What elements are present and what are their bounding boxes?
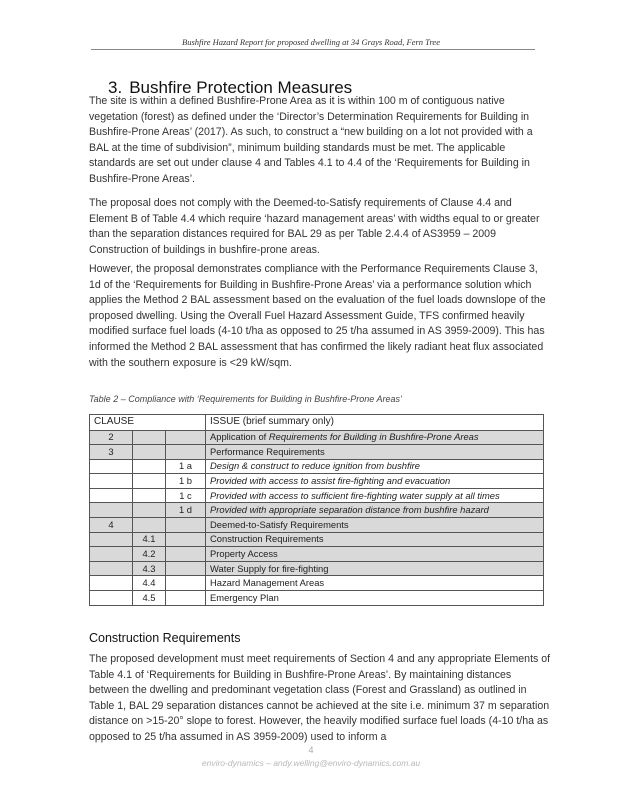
clause-cell (166, 576, 206, 591)
clause-cell (90, 488, 133, 503)
table-row (90, 547, 544, 562)
clause-cell (133, 474, 166, 489)
issue-cell (206, 547, 544, 562)
clause-cell: 4.3 (133, 561, 166, 576)
clause-cell (90, 474, 133, 489)
clause-cell: 1 b (166, 474, 206, 489)
issue-cell (206, 532, 544, 547)
section-number: 3. (108, 78, 123, 97)
table-row (90, 488, 544, 503)
paragraph-3: However, the proposal demonstrates compliance with the Performance Requirements Clause 3, 1d of the ‘Requirements for Building in Bushfire-Prone Areas’ via a performance solution which applies the Method 2 BAL assessment based on the evaluation of the fuel loads downslope of the proposed dwelling. Using the Overall Fuel Hazard Assessment Guide, TFS confirmed heavily modified surface fuel loads (4-10 t/ha as opposed to 25 t/ha assumed in AS 3959-2009). This has informed the Method 2 BAL assessment that has confirmed the likely radiant heat flux associated with the southern exposure is <29 kW/sqm. (89, 263, 546, 369)
issue-cell (206, 518, 544, 533)
header-divider (91, 49, 535, 50)
clause-cell (133, 503, 166, 518)
issue-text-italic: Provided with access to assist fire-fighting and evacuation (210, 475, 451, 487)
issue-text: Construction Requirements (210, 533, 324, 545)
table-row (90, 518, 544, 533)
clause-cell (90, 547, 133, 562)
clause-cell (166, 561, 206, 576)
clause-cell (90, 503, 133, 518)
running-header: Bushfire Hazard Report for proposed dwelling at 34 Grays Road, Fern Tree (182, 37, 440, 47)
clause-cell: 4.4 (133, 576, 166, 591)
header-issue: ISSUE (brief summary only) (206, 415, 544, 431)
table-row (90, 561, 544, 576)
clause-cell (90, 532, 133, 547)
clause-cell (166, 430, 206, 445)
paragraph-construction: The proposed development must meet requirements of Section 4 and any appropriate Elements of Table 4.1 of ‘Requirements for Building in Bushfire-Prone Areas’. By maintaining distances between the dwelling and predominant vegetation class (Forest and Grassland) as outlined in Table 1, BAL 29 separation distances cannot be achieved at the site i.e. minimum 37 m separation distance on >15-20° slope to forest. However, the heavily modified surface fuel loads (4-10 t/ha as opposed to 25 t/ha assumed in AS 3959-2009) used to inform a (89, 653, 551, 743)
clause-cell (166, 445, 206, 460)
table-row (90, 474, 544, 489)
issue-cell (206, 576, 544, 591)
table-caption: Table 2 – Compliance with ‘Requirements for Building in Bushfire-Prone Areas’ (89, 394, 402, 404)
issue-cell (206, 503, 544, 518)
issue-text-italic: Design & construct to reduce ignition from bushfire (210, 460, 420, 472)
issue-cell (206, 591, 544, 606)
issue-cell (206, 430, 544, 445)
table-row (90, 576, 544, 591)
clause-cell: 1 c (166, 488, 206, 503)
clause-cell: 2 (90, 430, 133, 445)
issue-text: Application of (210, 431, 269, 443)
clause-cell (90, 576, 133, 591)
clause-cell (133, 445, 166, 460)
clause-cell (166, 547, 206, 562)
table-row (90, 445, 544, 460)
header-clause: CLAUSE (90, 415, 206, 431)
clause-cell (133, 518, 166, 533)
issue-cell (206, 474, 544, 489)
table-row (90, 503, 544, 518)
issue-text-italic: Provided with access to sufficient fire-fighting water supply at all times (210, 489, 500, 501)
section-title: Bushfire Protection Measures (129, 78, 353, 97)
clause-cell (133, 459, 166, 474)
clause-cell (90, 591, 133, 606)
issue-cell (206, 488, 544, 503)
issue-cell (206, 445, 544, 460)
clause-cell: 4.1 (133, 532, 166, 547)
clause-cell: 4.5 (133, 591, 166, 606)
table-row (90, 532, 544, 547)
paragraph-2: The proposal does not comply with the Deemed-to-Satisfy requirements of Clause 4.4 and Element B of Table 4.4 which require ‘hazard management areas’ with widths equal to or greater than the separation distances required for BAL 29 as per Table 2.4.4 of AS3959 – 2009 Construction of buildings in bushfire-prone areas. (89, 197, 540, 256)
subsection-heading: Construction Requirements (89, 631, 241, 645)
clause-cell (166, 532, 206, 547)
clause-cell (166, 518, 206, 533)
table-row (90, 459, 544, 474)
issue-cell (206, 561, 544, 576)
clause-cell: 4 (90, 518, 133, 533)
issue-text-italic: Requirements for Building in Bushfire-Prone Areas (268, 431, 479, 443)
clause-cell (90, 561, 133, 576)
clause-cell: 1 a (166, 459, 206, 474)
compliance-table (89, 414, 544, 606)
footer-contact: enviro-dynamics – andy.welling@enviro-dynamics.com.au (201, 758, 421, 768)
clause-cell (133, 430, 166, 445)
issue-text: Performance Requirements (210, 445, 325, 457)
clause-cell: 1 d (166, 503, 206, 518)
table-row (90, 430, 544, 445)
issue-text-italic: Provided with appropriate separation distance from bushfire hazard (210, 504, 489, 516)
page-number: 4 (308, 745, 314, 755)
table-header-row (90, 415, 544, 431)
issue-text: Hazard Management Areas (210, 577, 325, 589)
table-row (90, 591, 544, 606)
clause-cell (166, 591, 206, 606)
issue-text: Property Access (210, 548, 278, 560)
clause-cell: 3 (90, 445, 133, 460)
clause-cell: 4.2 (133, 547, 166, 562)
clause-cell (133, 488, 166, 503)
paragraph-1: The site is within a defined Bushfire-Prone Area as it is within 100 m of contiguous native vegetation (forest) as defined under the ‘Director’s Determination Requirements for Building in Bushfire-Prone Areas’ (2017). As such, to construct a “new building on a lot not provided with a BAL at the time of subdivision”, minimum building standards must be met. The applicable standards are set out under clause 4 and Tables 4.1 to 4.4 of the ‘Requirements for Building in Bushfire-Prone Areas’. (89, 95, 533, 185)
issue-text: Deemed-to-Satisfy Requirements (210, 518, 349, 530)
issue-text: Emergency Plan (210, 591, 279, 603)
issue-cell (206, 459, 544, 474)
issue-text: Water Supply for fire-fighting (210, 562, 329, 574)
clause-cell (90, 459, 133, 474)
